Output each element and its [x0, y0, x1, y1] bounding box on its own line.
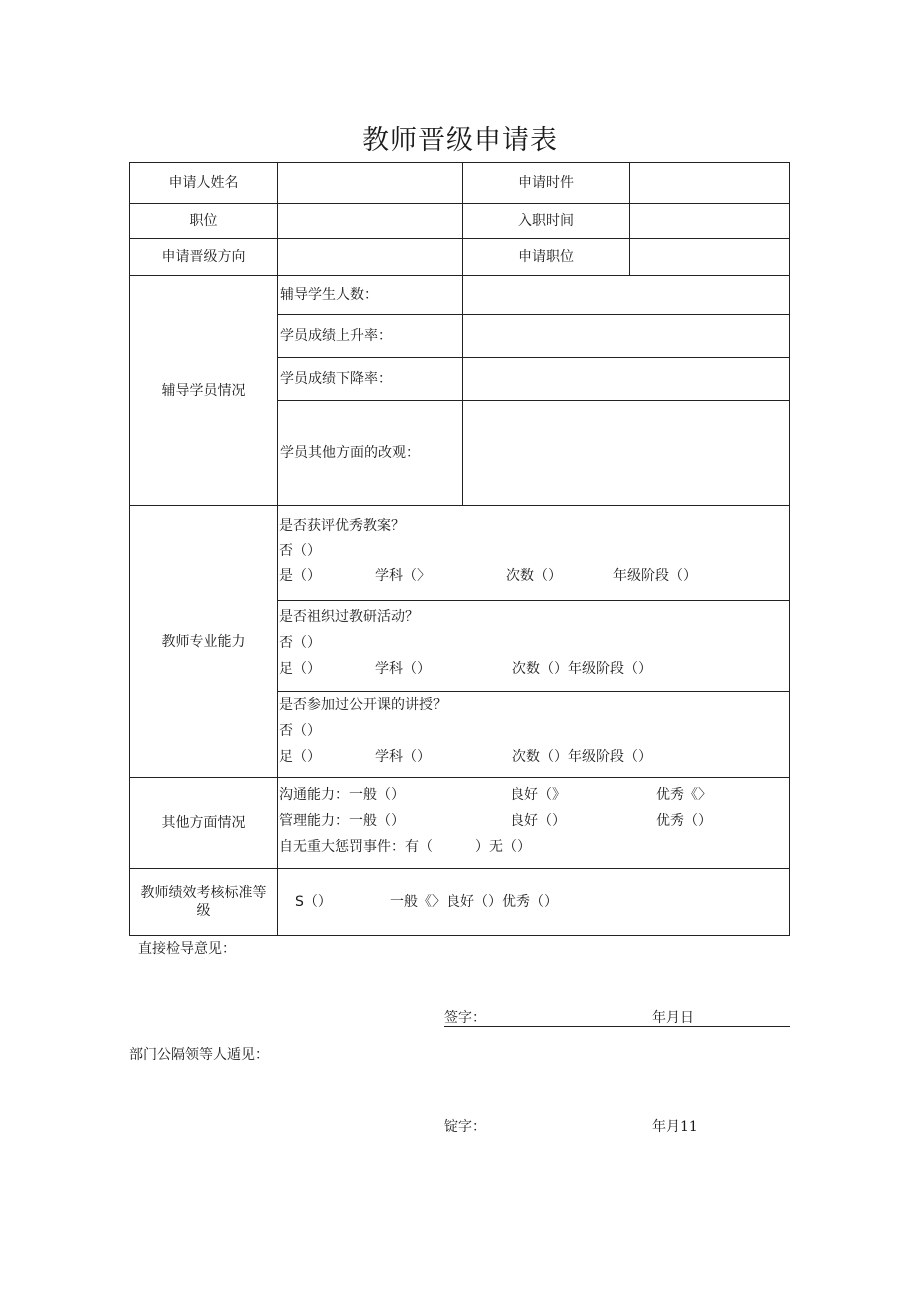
management-good[interactable]: 良好（） [510, 813, 566, 829]
field-other-improvements[interactable] [463, 401, 789, 505]
date-label-1: 年月日 [652, 1010, 694, 1026]
question-open-class: 是否参加过公开课的讲授？ [279, 697, 447, 713]
question-research-activity: 是否祖织过教研活动？ [279, 609, 419, 625]
label-hire-date: 入职时间 [518, 213, 574, 229]
management-excellent[interactable]: 优秀（） [656, 813, 712, 829]
performance-grade-options[interactable]: 一般《〉良好（）优秀（） [390, 894, 558, 910]
option-yes[interactable]: 是（） [279, 568, 321, 584]
discipline-record[interactable]: 自无重大惩罚事件：有（ ）无（） [279, 839, 531, 855]
label-applicant-name: 申请人姓名 [168, 175, 239, 191]
direct-supervisor-opinion-label: 直接检导意见： [138, 941, 236, 957]
label-other-improvements: 学员其他方面的改观： [280, 445, 420, 461]
management-general[interactable]: 管理能力：一般（） [279, 813, 405, 829]
field-subject[interactable]: 学科（〉 [375, 568, 431, 584]
field-position[interactable] [278, 204, 462, 238]
field-promotion-direction[interactable] [278, 239, 462, 275]
communication-excellent[interactable]: 优秀《〉 [656, 787, 712, 803]
option-no[interactable]: 否（） [279, 543, 321, 559]
field-subject[interactable]: 学科（） [375, 661, 431, 677]
option-no[interactable]: 否（） [279, 635, 321, 651]
label-student-count: 辅导学生人数： [280, 287, 378, 303]
question-lesson-plan: 是否获评优秀教案？ [279, 518, 405, 534]
field-subject[interactable]: 学科（） [375, 749, 431, 765]
label-performance-section [130, 869, 277, 935]
field-count-grade[interactable]: 次数（）年级阶段（） [512, 661, 652, 677]
field-count[interactable]: 次数（） [506, 568, 562, 584]
field-score-drop-rate[interactable] [463, 358, 789, 400]
communication-good[interactable]: 良好（》 [510, 787, 566, 803]
field-applicant-name[interactable] [278, 163, 462, 203]
field-score-rise-rate[interactable] [463, 315, 789, 357]
field-student-count[interactable] [463, 276, 789, 314]
field-apply-time[interactable] [630, 163, 789, 203]
signature-line-1[interactable] [444, 1026, 790, 1027]
label-professional-section: 教师专业能力 [161, 633, 246, 650]
date-label-2: 年月11 [652, 1119, 698, 1135]
performance-label-line1: 教师绩效考核标准等 [140, 885, 267, 901]
department-leader-opinion-label: 部门公隔领等人遁见： [129, 1047, 269, 1063]
field-count-grade[interactable]: 次数（）年级阶段（） [512, 749, 652, 765]
label-score-drop-rate: 学员成绩下降率： [280, 371, 392, 387]
label-score-rise-rate: 学员成绩上升率： [280, 328, 392, 344]
signature-label-1: 签字： [444, 1010, 486, 1026]
communication-general[interactable]: 沟通能力：一般（） [279, 787, 405, 803]
field-grade-stage[interactable]: 年级阶段（） [613, 568, 697, 584]
performance-grade-s[interactable]: S（） [295, 894, 332, 910]
form-title: 教师晋级申请表 [362, 125, 558, 156]
option-yes[interactable]: 足（） [279, 749, 321, 765]
label-target-position: 申请职位 [518, 249, 574, 265]
label-other-section: 其他方面情况 [161, 815, 246, 831]
label-apply-time: 申请时件 [518, 175, 574, 191]
label-position: 职位 [189, 213, 218, 229]
performance-label-line2: 级 [196, 903, 211, 919]
field-target-position[interactable] [630, 239, 789, 275]
option-no[interactable]: 否（） [279, 723, 321, 739]
option-yes[interactable]: 足（） [279, 661, 321, 677]
label-tutoring-section: 辅导学员情况 [161, 382, 246, 399]
label-promotion-direction: 申请晋级方向 [161, 249, 246, 265]
signature-label-2: 锭字： [444, 1119, 486, 1135]
field-hire-date[interactable] [630, 204, 789, 238]
